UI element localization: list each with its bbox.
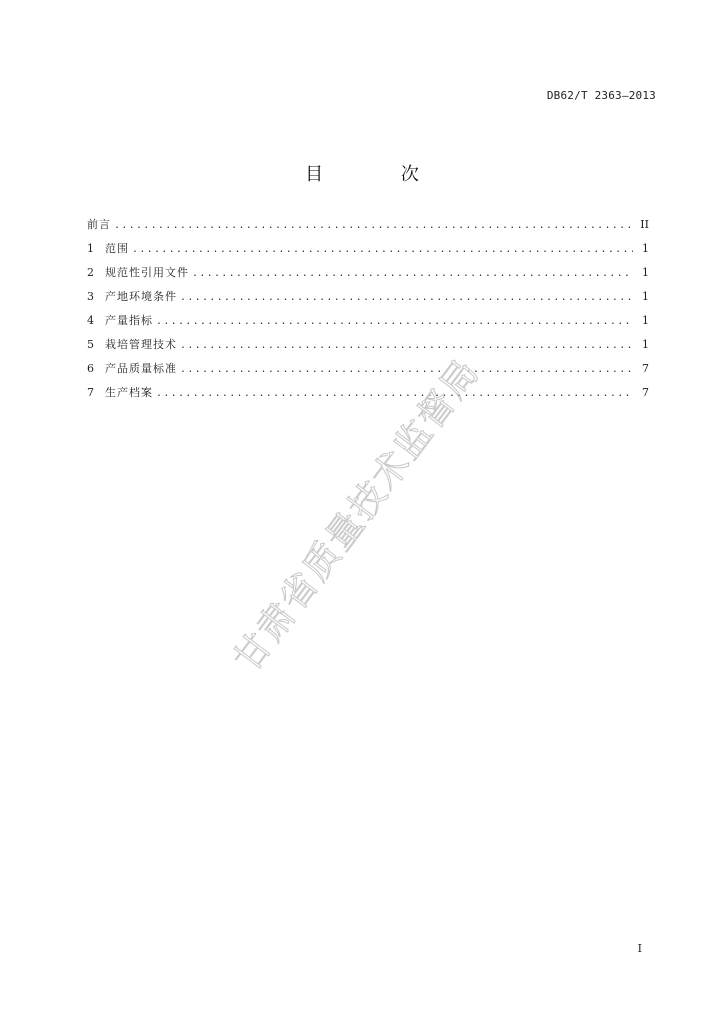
toc-leader-dots bbox=[114, 220, 633, 231]
toc-entry-label: 规范性引用文件 bbox=[105, 266, 189, 279]
toc-entry-label: 范围 bbox=[105, 242, 129, 255]
toc-entry-number: 7 bbox=[87, 386, 94, 399]
toc-entry-foreword[interactable] bbox=[87, 216, 649, 240]
toc-entry-label: 产品质量标准 bbox=[105, 362, 177, 375]
toc-entry-scope[interactable] bbox=[87, 240, 649, 264]
toc-leader-dots bbox=[192, 268, 633, 279]
toc-entry-cultivation-management[interactable] bbox=[87, 336, 649, 360]
toc-entry-label: 产量指标 bbox=[105, 314, 153, 327]
toc-entry-number: 1 bbox=[87, 242, 94, 255]
toc-leader-dots bbox=[180, 292, 633, 303]
watermark: 甘肃省质量技术监督局 bbox=[226, 351, 489, 680]
toc-entry-yield-indicators[interactable] bbox=[87, 312, 649, 336]
toc-entry-page: 1 bbox=[642, 242, 649, 255]
standard-code: DB62/T 2363—2013 bbox=[546, 89, 656, 102]
table-of-contents bbox=[87, 216, 649, 408]
toc-entry-page: 1 bbox=[642, 314, 649, 327]
toc-entry-page: II bbox=[640, 218, 649, 231]
toc-entry-page: 1 bbox=[642, 266, 649, 279]
toc-leader-dots bbox=[156, 388, 633, 399]
toc-entry-number: 4 bbox=[87, 314, 94, 327]
toc-leader-dots bbox=[156, 316, 633, 327]
toc-entry-number: 2 bbox=[87, 266, 94, 279]
toc-leader-dots bbox=[180, 364, 633, 375]
toc-entry-label: 产地环境条件 bbox=[105, 290, 177, 303]
toc-entry-label: 生产档案 bbox=[105, 386, 153, 399]
toc-entry-number: 3 bbox=[87, 290, 94, 303]
toc-entry-number: 6 bbox=[87, 362, 94, 375]
toc-entry-number: 5 bbox=[87, 338, 94, 351]
toc-entry-page: 1 bbox=[642, 290, 649, 303]
toc-entry-page: 7 bbox=[642, 362, 649, 375]
toc-entry-label: 前言 bbox=[87, 218, 111, 231]
page-number: I bbox=[637, 942, 642, 955]
toc-leader-dots bbox=[132, 244, 633, 255]
toc-entry-environment-conditions[interactable] bbox=[87, 288, 649, 312]
toc-entry-production-records[interactable] bbox=[87, 384, 649, 408]
toc-entry-page: 1 bbox=[642, 338, 649, 351]
toc-entry-label: 栽培管理技术 bbox=[105, 338, 177, 351]
toc-title: 目 次 bbox=[305, 164, 455, 185]
toc-entry-page: 7 bbox=[642, 386, 649, 399]
toc-entry-normative-references[interactable] bbox=[87, 264, 649, 288]
toc-entry-product-quality-standard[interactable] bbox=[87, 360, 649, 384]
toc-leader-dots bbox=[180, 340, 633, 351]
